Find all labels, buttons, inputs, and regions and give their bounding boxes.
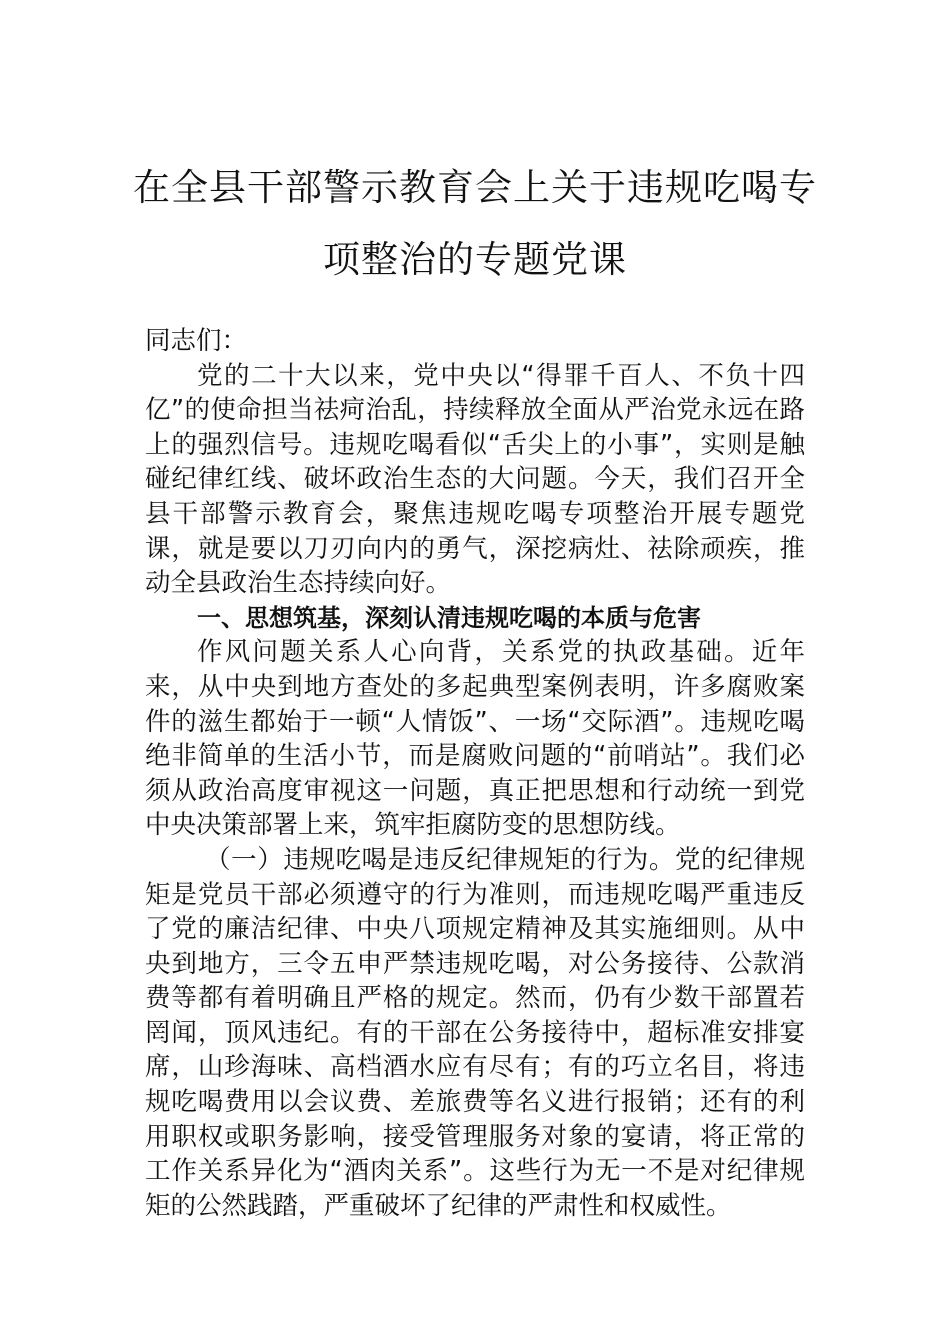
subsection-1-paragraph: （一）违规吃喝是违反纪律规矩的行为。党的纪律规矩是党员干部必须遵守的行为准则，而违规吃喝严重违反了党的廉洁纪律、中央八项规定精神及其实施细则。从中央到地方，三令五申严禁违规吃喝，对公务接待、公款消费等都有着明确且严格的规定。然而，仍有少数干部置若罔闻，顶风违纪。有的干部在公务接待中，超标准安排宴席，山珍海味、高档酒水应有尽有；有的巧立名目，将违规吃喝费用以会议费、差旅费等名义进行报销；还有的利用职权或职务影响，接受管理服务对象的宴请，将正常的工作关系异化为“酒肉关系”。这些行为无一不是对纪律规矩的公然践踏，严重破坏了纪律的严肃性和权威性。 <box>145 844 805 1221</box>
section-1-paragraph: 作风问题关系人心向背，关系党的执政基础。近年来，从中央到地方查处的多起典型案例表明，许多腐败案件的滋生都始于一顿“人情饭”、一场“交际酒”。违规吃喝绝非简单的生活小节，而是腐败问题的“前哨站”。我们必须从政治高度审视这一问题，真正把思想和行动统一到党中央决策部署上来，筑牢拒腐防变的思想防线。 <box>145 637 805 841</box>
document-body <box>145 324 805 1223</box>
intro-paragraph: 党的二十大以来，党中央以“得罪千百人、不负十四亿”的使命担当祛疴治乱，持续释放全面从严治党永远在路上的强烈信号。违规吃喝看似“舌尖上的小事”，实则是触碰纪律红线、破坏政治生态的大问题。今天，我们召开全县干部警示教育会，聚焦违规吃喝专项整治开展专题党课，就是要以刀刃向内的勇气，深挖病灶、祛除顽疾，推动全县政治生态持续向好。 <box>145 360 805 599</box>
section-1-heading: 一、思想筑基，深刻认清违规吃喝的本质与危害 <box>197 603 701 632</box>
document-title-line-2: 项整治的专题党课 <box>323 238 627 281</box>
greeting: 同志们： <box>145 326 248 356</box>
document-title-line-1: 在全县干部警示教育会上关于违规吃喝专 <box>133 166 817 209</box>
